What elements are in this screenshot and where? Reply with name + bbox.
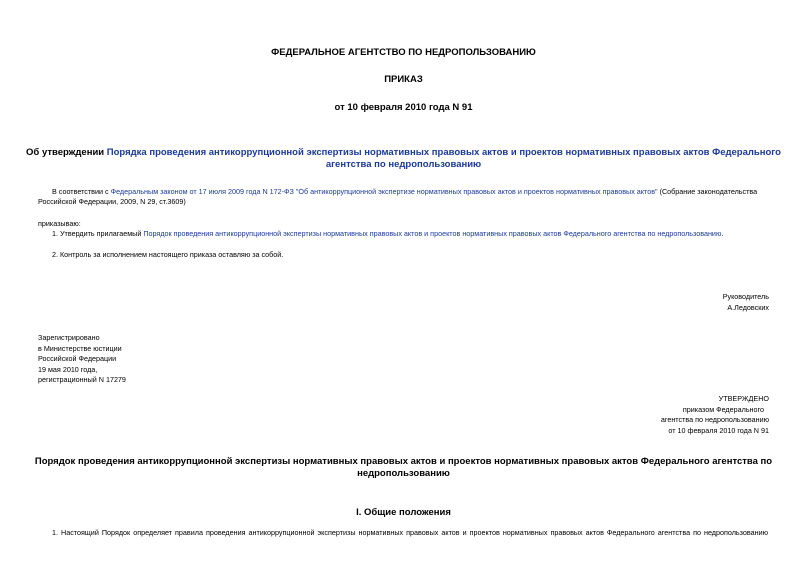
item1-suffix: .	[721, 229, 724, 238]
procedure-title-line2: недропользованию	[357, 467, 450, 479]
approved-line3: агентства по недропользованию	[660, 415, 769, 425]
doc-date: от 10 февраля 2010 года N 91	[334, 102, 473, 113]
preamble-line2: Российской Федерации, 2009, N 29, ст.3609)	[38, 197, 186, 206]
doc-type: ПРИКАЗ	[384, 74, 423, 85]
procedure-link-continued[interactable]: агентства по недропользованию	[325, 158, 482, 170]
order-word: приказываю:	[38, 219, 81, 228]
order-item-1	[52, 229, 723, 239]
procedure-link[interactable]: Порядка проведения антикоррупционной экспертизы нормативных правовых актов и проектов нормативных правовых актов Федерального	[106, 147, 781, 158]
signature-title: Руководитель	[722, 292, 769, 301]
registration-line5: регистрационный N 17279	[38, 375, 126, 385]
signature-name: А.Ледовских	[727, 302, 769, 312]
approved-line2: приказом Федерального	[682, 404, 764, 414]
subject-prefix: Об утверждении	[26, 147, 107, 158]
approved-block	[661, 394, 769, 436]
registration-block	[38, 333, 126, 386]
order-item-2: 2. Контроль за исполнением настоящего приказа оставляю за собой.	[52, 250, 284, 259]
agency-title: ФЕДЕРАЛЬНОЕ АГЕНТСТВО ПО НЕДРОПОЛЬЗОВАНИЮ	[271, 47, 536, 58]
procedure-title	[0, 456, 807, 479]
item1-prefix: 1. Утвердить прилагаемый	[52, 229, 144, 238]
approved-line1: УТВЕРЖДЕНО	[718, 394, 769, 403]
section-1-title: I. Общие положения	[356, 507, 451, 518]
signature-block	[723, 292, 769, 313]
section-1-para-1: 1. Настоящий Порядок определяет правила проведения антикоррупционной экспертизы нормативных правовых актов и проектов нормативных правовых актов Федерального агентства по недропользованию	[52, 528, 768, 537]
registration-line4: 19 мая 2010 года,	[38, 364, 98, 374]
procedure-title-line1: Порядок проведения антикоррупционной экспертизы нормативных правовых актов и проектов нормативных правовых актов Федерального агентства по	[34, 456, 773, 467]
preamble-suffix: (Собрание законодательства	[657, 187, 758, 196]
preamble-line1	[52, 187, 757, 197]
approved-line4: от 10 февраля 2010 года N 91	[668, 425, 769, 435]
procedure-approve-link[interactable]: Порядок проведения антикоррупционной экспертизы нормативных правовых актов и проектов нормативных правовых актов Федерального агентства по недропользованию	[143, 229, 722, 238]
registration-line2: в Министерстве юстиции	[38, 343, 122, 353]
registration-line3: Российской Федерации	[38, 354, 117, 364]
registration-line1: Зарегистрировано	[38, 333, 100, 342]
federal-law-link[interactable]: Федеральным законом от 17 июля 2009 года N 172-ФЗ "Об антикоррупционной экспертизе нормативных правовых актов и проектов нормативных правовых актов"	[110, 187, 658, 196]
preamble-prefix: В соответствии с	[52, 187, 111, 196]
subject	[0, 147, 807, 170]
